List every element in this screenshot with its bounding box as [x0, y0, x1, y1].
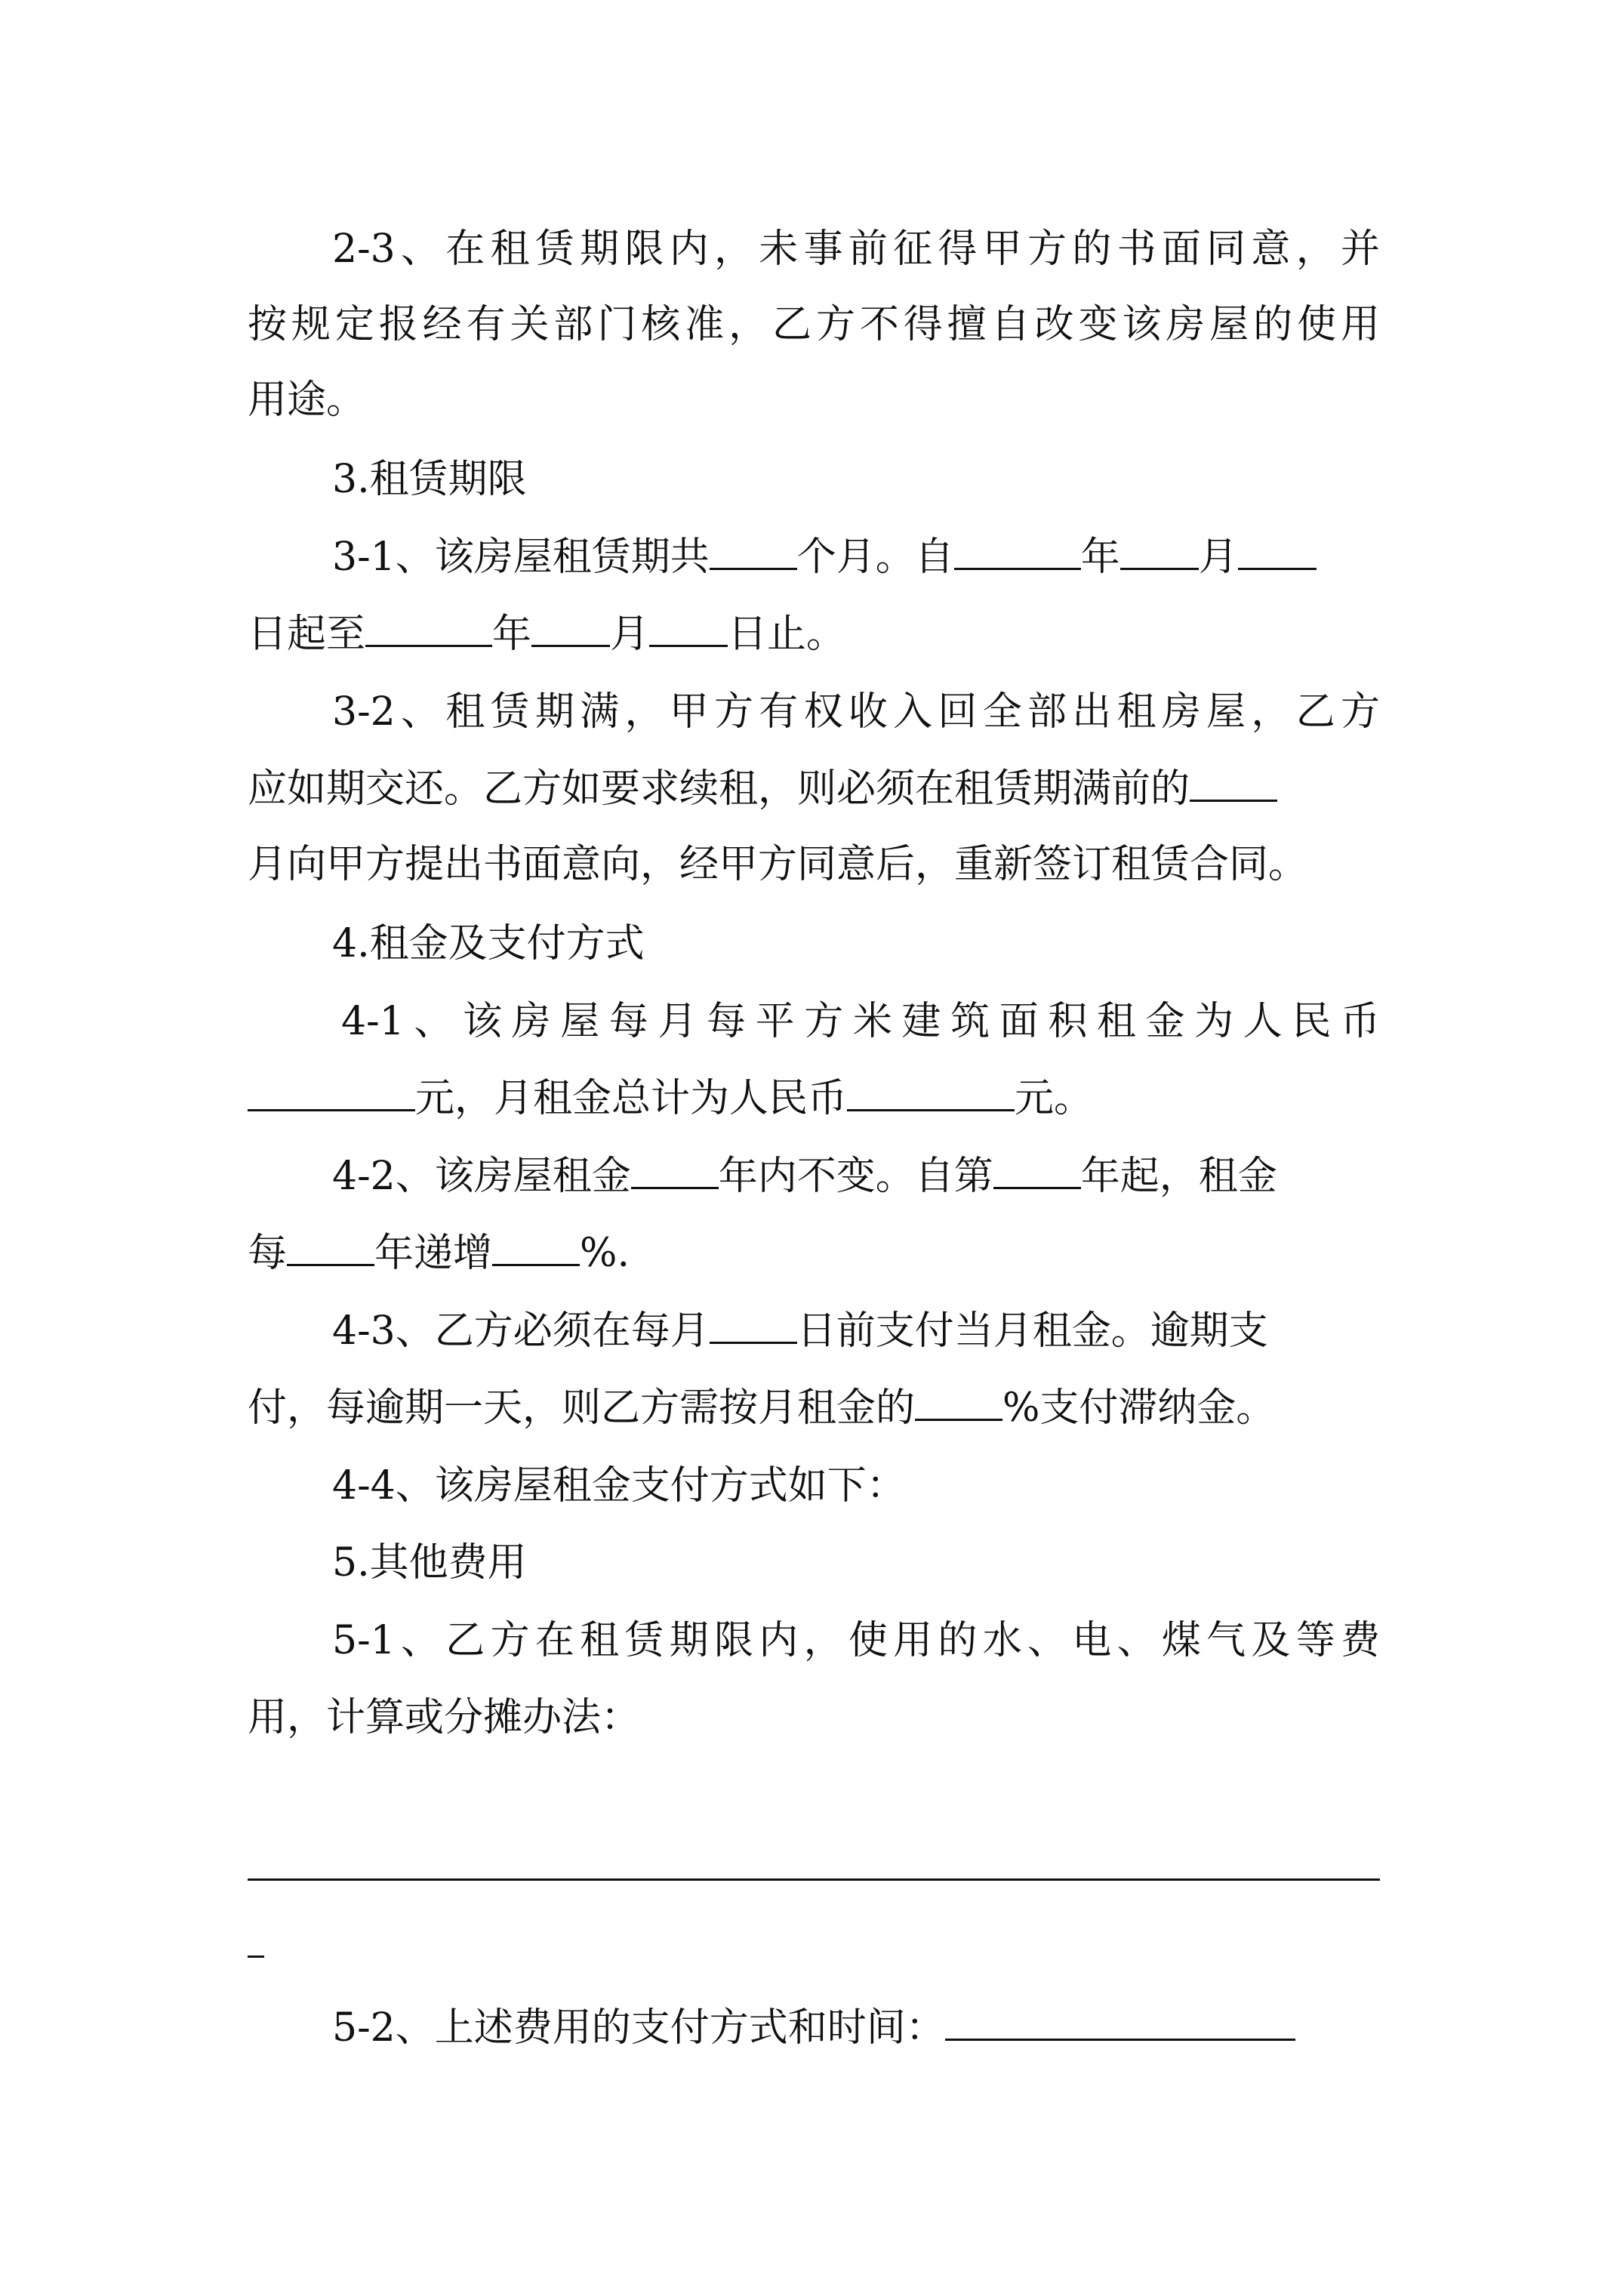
clause-4-3-line-2 [248, 1370, 1380, 1446]
fill-in-rule-short [248, 1955, 264, 1958]
blank-renewal-notice [1190, 759, 1277, 802]
clause-4-4-line: 4-4、该房屋租金支付方式如下： [332, 1463, 906, 1509]
clause-4-3-text-b: 日前支付当月租金。逾期支 [796, 1308, 1268, 1354]
blank-payment-method-time [945, 1998, 1295, 2041]
clause-5-1-line-1: 5-1、乙方在租赁期限内，使用的水、电、煤气及等费 [332, 1618, 1380, 1663]
clause-4-2-line-2 [248, 1216, 1380, 1291]
clause-3-1-text-f: 年 [492, 612, 532, 657]
clause-4-2-text-a: 4-2、该房屋租金 [332, 1154, 631, 1199]
clause-4-2-text-e: 年递增 [374, 1231, 493, 1276]
clause-3-1-text-c: 年 [1080, 535, 1120, 580]
blank-end-year [365, 604, 492, 647]
section-5-heading: 5.其他费用 [332, 1540, 527, 1586]
clause-4-1-text-a: 元，月租金总计为人民币 [415, 1076, 848, 1121]
clause-4-2-text-c: 年起，租金 [1080, 1154, 1277, 1199]
blank-start-day [1238, 527, 1317, 570]
section-4-heading: 4.租金及支付方式 [332, 921, 645, 966]
clause-4-3-text-d: %支付滞纳金。 [1002, 1385, 1276, 1431]
clause-3-1-line-2 [248, 596, 1380, 672]
blank-fixed-years [631, 1146, 719, 1189]
blank-end-month [531, 604, 610, 647]
clause-3-1-text-h: 日止。 [728, 612, 846, 657]
clause-2-3-line-2: 按规定报经有关部门核准，乙方不得擅自改变该房屋的使用 [248, 302, 1380, 347]
clause-4-3-line-1 [332, 1293, 1464, 1369]
blank-months [710, 527, 797, 570]
clause-3-1-text-a: 3-1、该房屋租赁期共 [332, 535, 710, 580]
clause-2-3-line-3: 用途。 [248, 378, 366, 423]
blank-increase-percent [492, 1223, 580, 1266]
clause-4-1-text-b: 元。 [1015, 1076, 1094, 1121]
clause-4-2-text-b: 年内不变。自第 [718, 1154, 993, 1199]
blank-increase-interval [287, 1223, 374, 1266]
clause-4-1-line-1: 4-1、该房屋每月每平方米建筑面积租金为人民币 [341, 999, 1380, 1044]
clause-3-2-line-2 [248, 751, 1380, 827]
clause-3-1-text-b: 个月。自 [796, 535, 954, 580]
blank-payment-day [710, 1301, 797, 1344]
fill-in-rule-long [248, 1878, 1380, 1881]
clause-3-1-text-e: 日起至 [248, 612, 366, 657]
blank-total-rent [847, 1068, 1015, 1111]
clause-5-1-line-2: 用，计算或分摊办法： [248, 1695, 641, 1740]
clause-4-2-text-f: %. [580, 1231, 630, 1276]
clause-4-3-text-a: 4-3、乙方必须在每月 [332, 1308, 710, 1354]
clause-2-3-line-1: 2-3、在租赁期限内，未事前征得甲方的书面同意，并 [332, 227, 1380, 272]
clause-4-3-text-c: 付，每逾期一天，则乙方需按月租金的 [248, 1385, 916, 1431]
clause-3-2-line-3: 月向甲方提出书面意向，经甲方同意后，重新签订租赁合同。 [248, 842, 1308, 887]
clause-4-1-line-2 [248, 1061, 1380, 1136]
clause-3-2-line-1: 3-2、租赁期满，甲方有权收入回全部出租房屋，乙方 [332, 689, 1380, 735]
blank-late-fee-percent [915, 1378, 1002, 1421]
clause-4-2-line-1 [332, 1139, 1464, 1214]
blank-start-month [1120, 527, 1199, 570]
clause-3-1-text-g: 月 [610, 612, 650, 657]
blank-end-day [649, 604, 728, 647]
blank-unit-rent [248, 1068, 415, 1111]
clause-5-2-line [332, 1990, 1464, 2066]
blank-start-increase-year [993, 1146, 1081, 1189]
blank-start-year [954, 527, 1081, 570]
clause-4-2-text-d: 每 [248, 1231, 288, 1276]
clause-5-2-text: 5-2、上述费用的支付方式和时间： [332, 2005, 945, 2051]
clause-3-1-text-d: 月 [1198, 535, 1238, 580]
clause-3-2-text-a: 应如期交还。乙方如要求续租，则必须在租赁期满前的 [248, 766, 1190, 812]
clause-3-1-line-1 [332, 519, 1464, 595]
section-3-heading: 3.租赁期限 [332, 457, 527, 502]
